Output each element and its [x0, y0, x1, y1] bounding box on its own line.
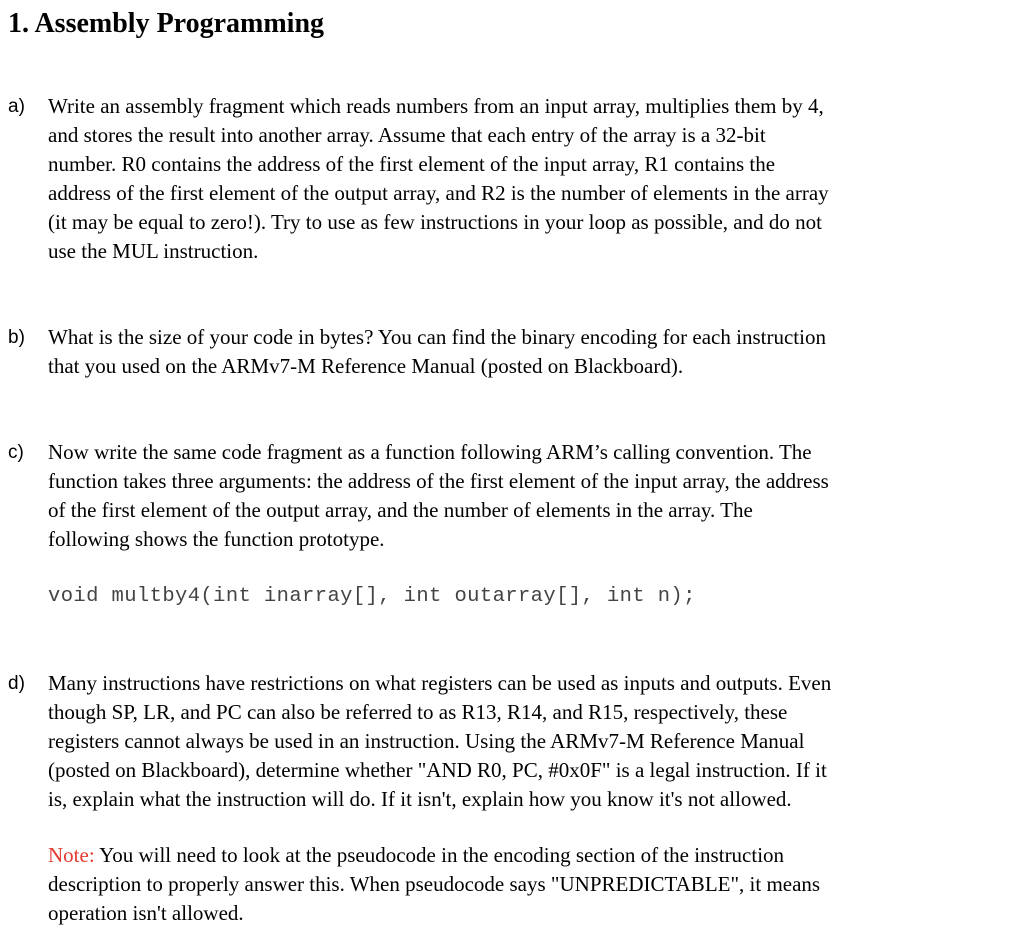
text-line: Write an assembly fragment which reads numbers from an input array, multiplies them by 4, [48, 94, 824, 118]
text-line: though SP, LR, and PC can also be referred to as R13, R14, and R15, respectively, these [48, 700, 788, 724]
text-line: What is the size of your code in bytes? You can find the binary encoding for each instruction [48, 325, 826, 349]
text-line: Many instructions have restrictions on what registers can be used as inputs and outputs. Even [48, 671, 832, 695]
text-line: Now write the same code fragment as a function following ARM’s calling convention. The [48, 440, 812, 464]
text-line: use the MUL instruction. [48, 239, 259, 263]
text-line: of the first element of the output array, and the number of elements in the array. The [48, 498, 753, 522]
text-line: registers cannot always be used in an instruction. Using the ARMv7-M Reference Manual [48, 729, 805, 753]
question-text [48, 669, 993, 814]
function-prototype-code: void multby4(int inarray[], int outarray[], int n); [48, 585, 696, 608]
text-line: following shows the function prototype. [48, 527, 385, 551]
text-line: address of the first element of the output array, and R2 is the number of elements in the array [48, 181, 829, 205]
question-label: b) [8, 327, 25, 348]
text-line: and stores the result into another array. Assume that each entry of the array is a 32-bit [48, 123, 766, 147]
note-line: description to properly answer this. When pseudocode says "UNPREDICTABLE", it means [48, 872, 821, 896]
question-text [48, 438, 993, 554]
text-line: that you used on the ARMv7-M Reference Manual (posted on Blackboard). [48, 354, 684, 378]
question-text [48, 323, 993, 381]
question-label: c) [8, 442, 24, 463]
note-block [48, 841, 993, 928]
note-text: You will need to look at the pseudocode in the encoding section of the instruction [99, 843, 785, 867]
section-title: 1. Assembly Programming [8, 8, 325, 39]
note-line [48, 841, 993, 870]
question-label: d) [8, 673, 25, 694]
note-line: operation isn't allowed. [48, 901, 244, 925]
question-label: a) [8, 96, 25, 117]
text-line: (it may be equal to zero!). Try to use as few instructions in your loop as possible, and do not [48, 210, 822, 234]
text-line: is, explain what the instruction will do. If it isn't, explain how you know it's not allowed. [48, 787, 792, 811]
text-line: (posted on Blackboard), determine whether "AND R0, PC, #0x0F" is a legal instruction. If it [48, 758, 827, 782]
text-line: number. R0 contains the address of the first element of the input array, R1 contains the [48, 152, 776, 176]
text-line: function takes three arguments: the address of the first element of the input array, the address [48, 469, 829, 493]
note-label: Note: [48, 843, 95, 867]
question-text [48, 92, 993, 266]
